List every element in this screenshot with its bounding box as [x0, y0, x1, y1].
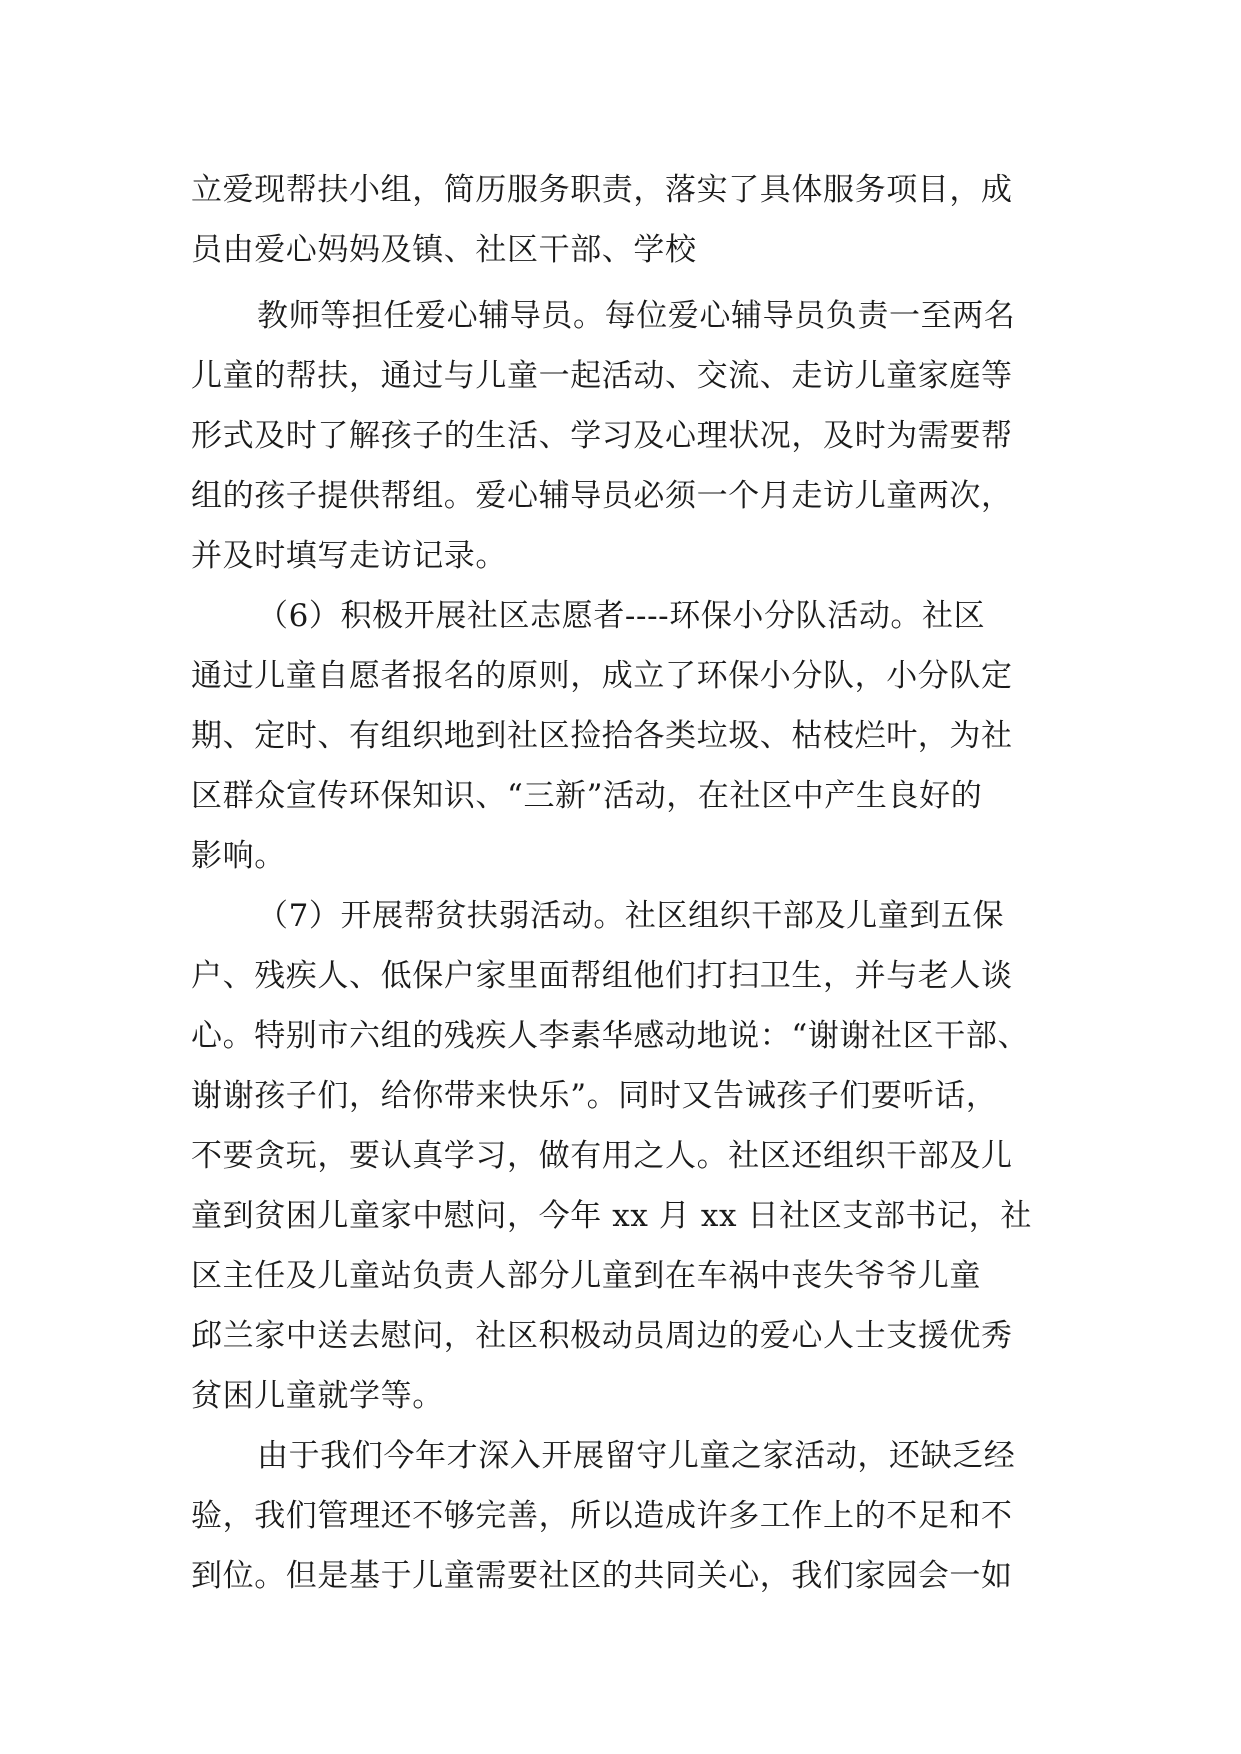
text-line: 到位。但是基于儿童需要社区的共同关心，我们家园会一如: [191, 1558, 1013, 1594]
text-line: 教师等担任爱心辅导员。每位爱心辅导员负责一至两名: [257, 298, 1016, 334]
text-line: 组的孩子提供帮组。爱心辅导员必须一个月走访儿童两次，: [191, 478, 1013, 514]
text-line: 儿童的帮扶，通过与儿童一起活动、交流、走访儿童家庭等: [191, 358, 1013, 394]
text-line: 区主任及儿童站负责人部分儿童到在车祸中丧失爷爷儿童: [191, 1258, 981, 1294]
text-line: 期、定时、有组织地到社区捡拾各类垃圾、枯枝烂叶，为社: [191, 718, 1013, 754]
text-line: 立爱现帮扶小组，简历服务职责，落实了具体服务项目，成: [191, 172, 1013, 208]
text-line: 贫困儿童就学等。: [191, 1378, 444, 1414]
document-body: [191, 160, 1051, 1606]
text-line: 由于我们今年才深入开展留守儿童之家活动，还缺乏经: [257, 1438, 1016, 1474]
text-line: 区群众宣传环保知识、“三新”活动，在社区中产生良好的: [191, 778, 983, 814]
paragraph-3: [191, 586, 1051, 886]
text-line: 谢谢孩子们，给你带来快乐”。同时又告诫孩子们要听话，: [191, 1078, 998, 1114]
text-line: （7）开展帮贫扶弱活动。社区组织干部及儿童到五保: [257, 898, 1005, 934]
text-line: 形式及时了解孩子的生活、学习及心理状况，及时为需要帮: [191, 418, 1013, 454]
text-line: 验，我们管理还不够完善，所以造成许多工作上的不足和不: [191, 1498, 1013, 1534]
text-line: 户、残疾人、低保户家里面帮组他们打扫卫生，并与老人谈: [191, 958, 1013, 994]
paragraph-1: [191, 160, 1051, 280]
text-line: 通过儿童自愿者报名的原则，成立了环保小分队，小分队定: [191, 658, 1013, 694]
paragraph-5: [191, 1426, 1051, 1606]
text-line: 不要贪玩，要认真学习，做有用之人。社区还组织干部及儿: [191, 1138, 1013, 1174]
paragraph-4: [191, 886, 1051, 1426]
text-line: 影响。: [191, 838, 286, 874]
text-line: 邱兰家中送去慰问，社区积极动员周边的爱心人士支援优秀: [191, 1318, 1013, 1354]
text-line: 并及时填写走访记录。: [191, 538, 507, 574]
text-line: 童到贫困儿童家中慰问，今年 xx 月 xx 日社区支部书记，社: [191, 1198, 1032, 1234]
paragraph-2: [191, 286, 1051, 586]
text-line: 心。特别市六组的残疾人李素华感动地说：“谢谢社区干部、: [191, 1018, 1030, 1054]
text-line: 员由爱心妈妈及镇、社区干部、学校: [191, 232, 697, 268]
text-line: （6）积极开展社区志愿者----环保小分队活动。社区: [257, 598, 986, 634]
